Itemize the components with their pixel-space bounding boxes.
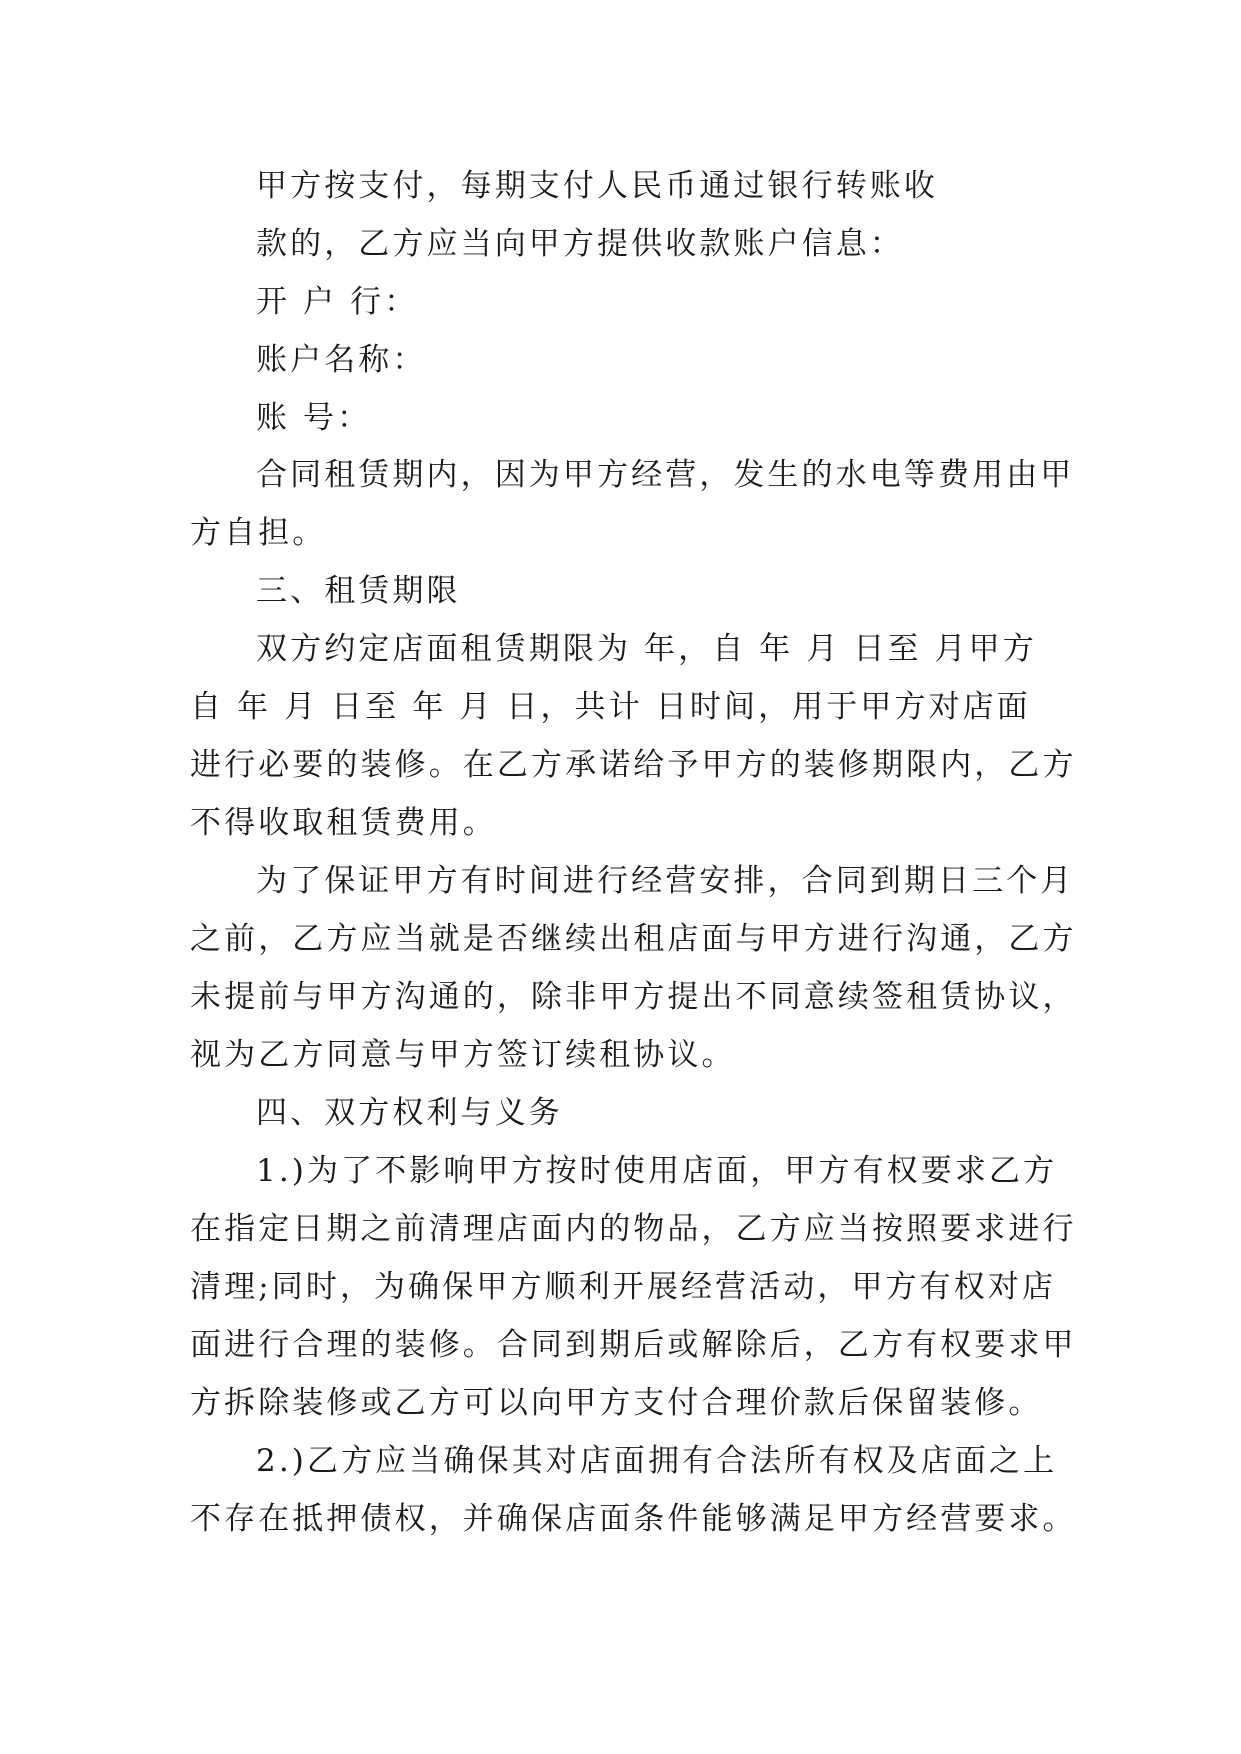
text-line: 方自担。 [190,515,327,551]
text-line: 之前，乙方应当就是否继续出租店面与甲方进行沟通，乙方 [190,921,1077,957]
text-line: 四、双方权利与义务 [256,1095,563,1131]
text-line: 1.)为了不影响甲方按时使用店面，甲方有权要求乙方 [256,1153,1058,1189]
text-line: 双方约定店面租赁期限为 年，自 年 月 日至 月甲方 [256,631,1037,667]
text-line: 账户名称： [256,342,427,378]
text-line: 视为乙方同意与甲方签订续租协议。 [190,1037,736,1073]
text-line: 自 年 月 日至 年 月 日，共计 日时间，用于甲方对店面 [190,689,1031,725]
text-line: 三、租赁期限 [256,573,461,609]
text-line: 合同租赁期内，因为甲方经营，发生的水电等费用由甲 [256,457,1075,493]
text-line: 不存在抵押债权，并确保店面条件能够满足甲方经营要求。 [190,1501,1077,1537]
text-line: 开 户 行： [256,284,419,320]
text-line: 不得收取租赁费用。 [190,805,497,841]
text-line: 面进行合理的装修。合同到期后或解除后，乙方有权要求甲 [190,1327,1077,1363]
text-line: 进行必要的装修。在乙方承诺给予甲方的装修期限内，乙方 [190,747,1077,783]
text-line: 2.)乙方应当确保其对店面拥有合法所有权及店面之上 [256,1443,1058,1479]
text-line: 甲方按支付，每期支付人民币通过银行转账收 [256,168,938,204]
text-line: 款的，乙方应当向甲方提供收款账户信息： [256,226,904,262]
text-line: 在指定日期之前清理店面内的物品，乙方应当按照要求进行 [190,1211,1077,1247]
text-line: 方拆除装修或乙方可以向甲方支付合理价款后保留装修。 [190,1385,1043,1421]
text-line: 清理;同时，为确保甲方顺利开展经营活动，甲方有权对店 [190,1269,1057,1305]
text-line: 未提前与甲方沟通的，除非甲方提出不同意续签租赁协议， [190,979,1077,1015]
text-line: 账 号： [256,400,372,436]
text-line: 为了保证甲方有时间进行经营安排，合同到期日三个月 [256,863,1075,899]
